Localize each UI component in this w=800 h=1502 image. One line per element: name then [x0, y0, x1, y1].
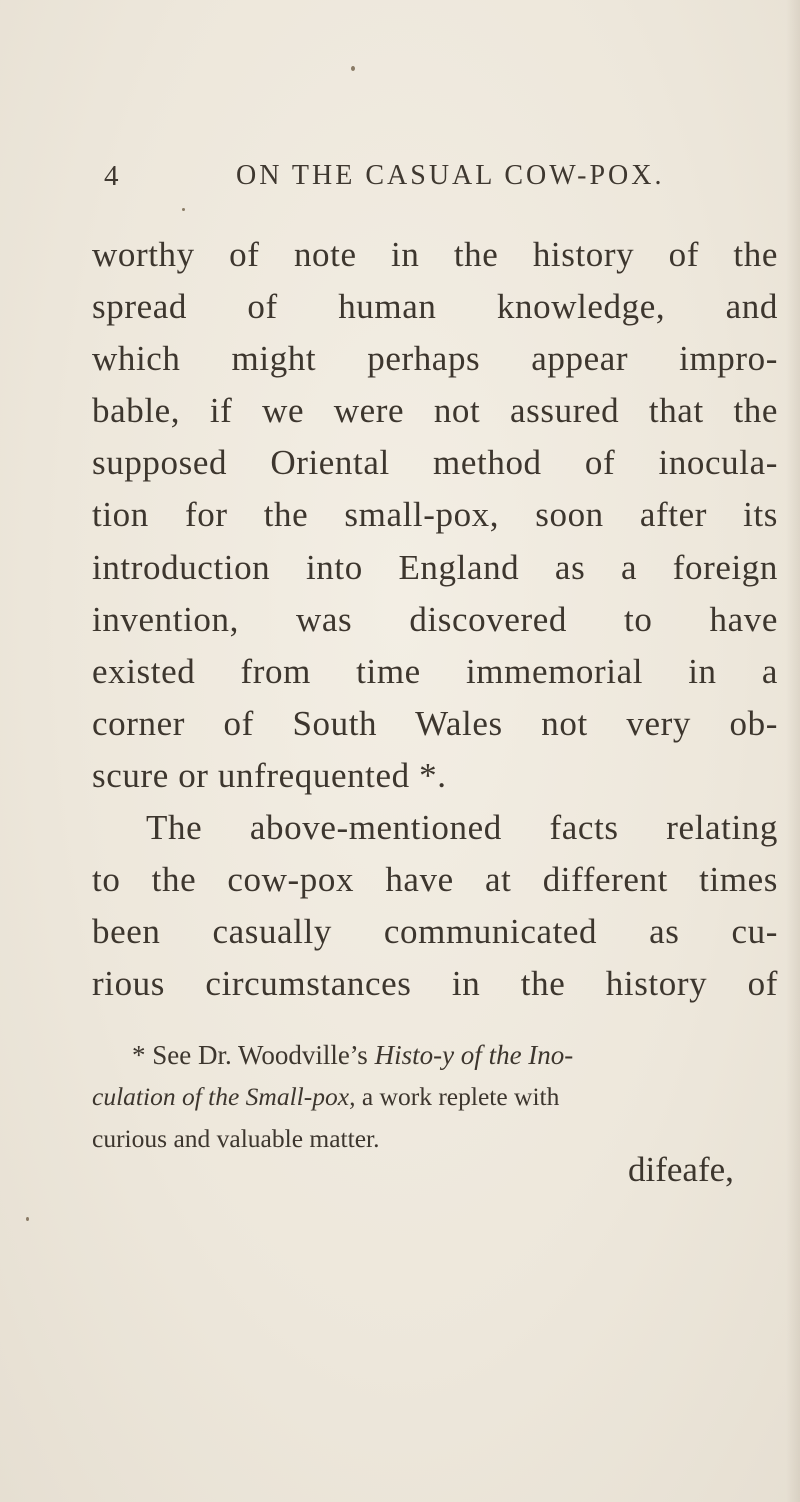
body-line: been casually communicated as cu- [92, 912, 778, 952]
body-line: to the cow-pox have at different times [92, 860, 778, 900]
footnote-line-2 [92, 1076, 778, 1118]
footnote-title-part1: Histo-y of the Ino- [374, 1040, 574, 1070]
body-line-paragraph-end: scure or unfrequented *. [92, 755, 447, 795]
body-line: spread of human knowledge, and [92, 287, 778, 327]
paper-speck [26, 1217, 29, 1221]
footnote-title-part2: culation of the Small-pox, [92, 1082, 356, 1111]
page-edge-shadow [786, 0, 800, 1502]
body-text [92, 229, 778, 1010]
page-number: 4 [104, 160, 119, 192]
running-head-title: ON THE CASUAL COW-POX. [236, 160, 665, 191]
running-head [0, 160, 800, 200]
footnote-author: * See Dr. Woodville’s [132, 1040, 368, 1070]
paper-speck [351, 66, 355, 71]
footnote [92, 1034, 778, 1160]
body-line: bable, if we were not assured that the [92, 391, 778, 431]
body-line: worthy of note in the history of the [92, 235, 778, 274]
footnote-line-3: curious and valuable matter. [92, 1124, 380, 1153]
catchword: difeafe, [628, 1150, 734, 1189]
body-line: rious circumstances in the history of [92, 964, 778, 1004]
body-line: existed from time immemorial in a [92, 651, 778, 691]
body-line-paragraph-start: The above-mentioned facts relating [146, 808, 778, 848]
body-line: invention, was discovered to have [92, 599, 778, 639]
body-line: supposed Oriental method of inocula- [92, 443, 778, 483]
footnote-line-2-rest: a work replete with [355, 1082, 560, 1111]
paper-speck [182, 208, 185, 211]
body-line: tion for the small-pox, soon after its [92, 495, 778, 535]
body-line: which might perhaps appear impro- [92, 339, 778, 379]
footnote-line-1 [92, 1034, 778, 1076]
body-line: corner of South Wales not very ob- [92, 703, 778, 743]
body-line: introduction into England as a foreign [92, 547, 778, 587]
